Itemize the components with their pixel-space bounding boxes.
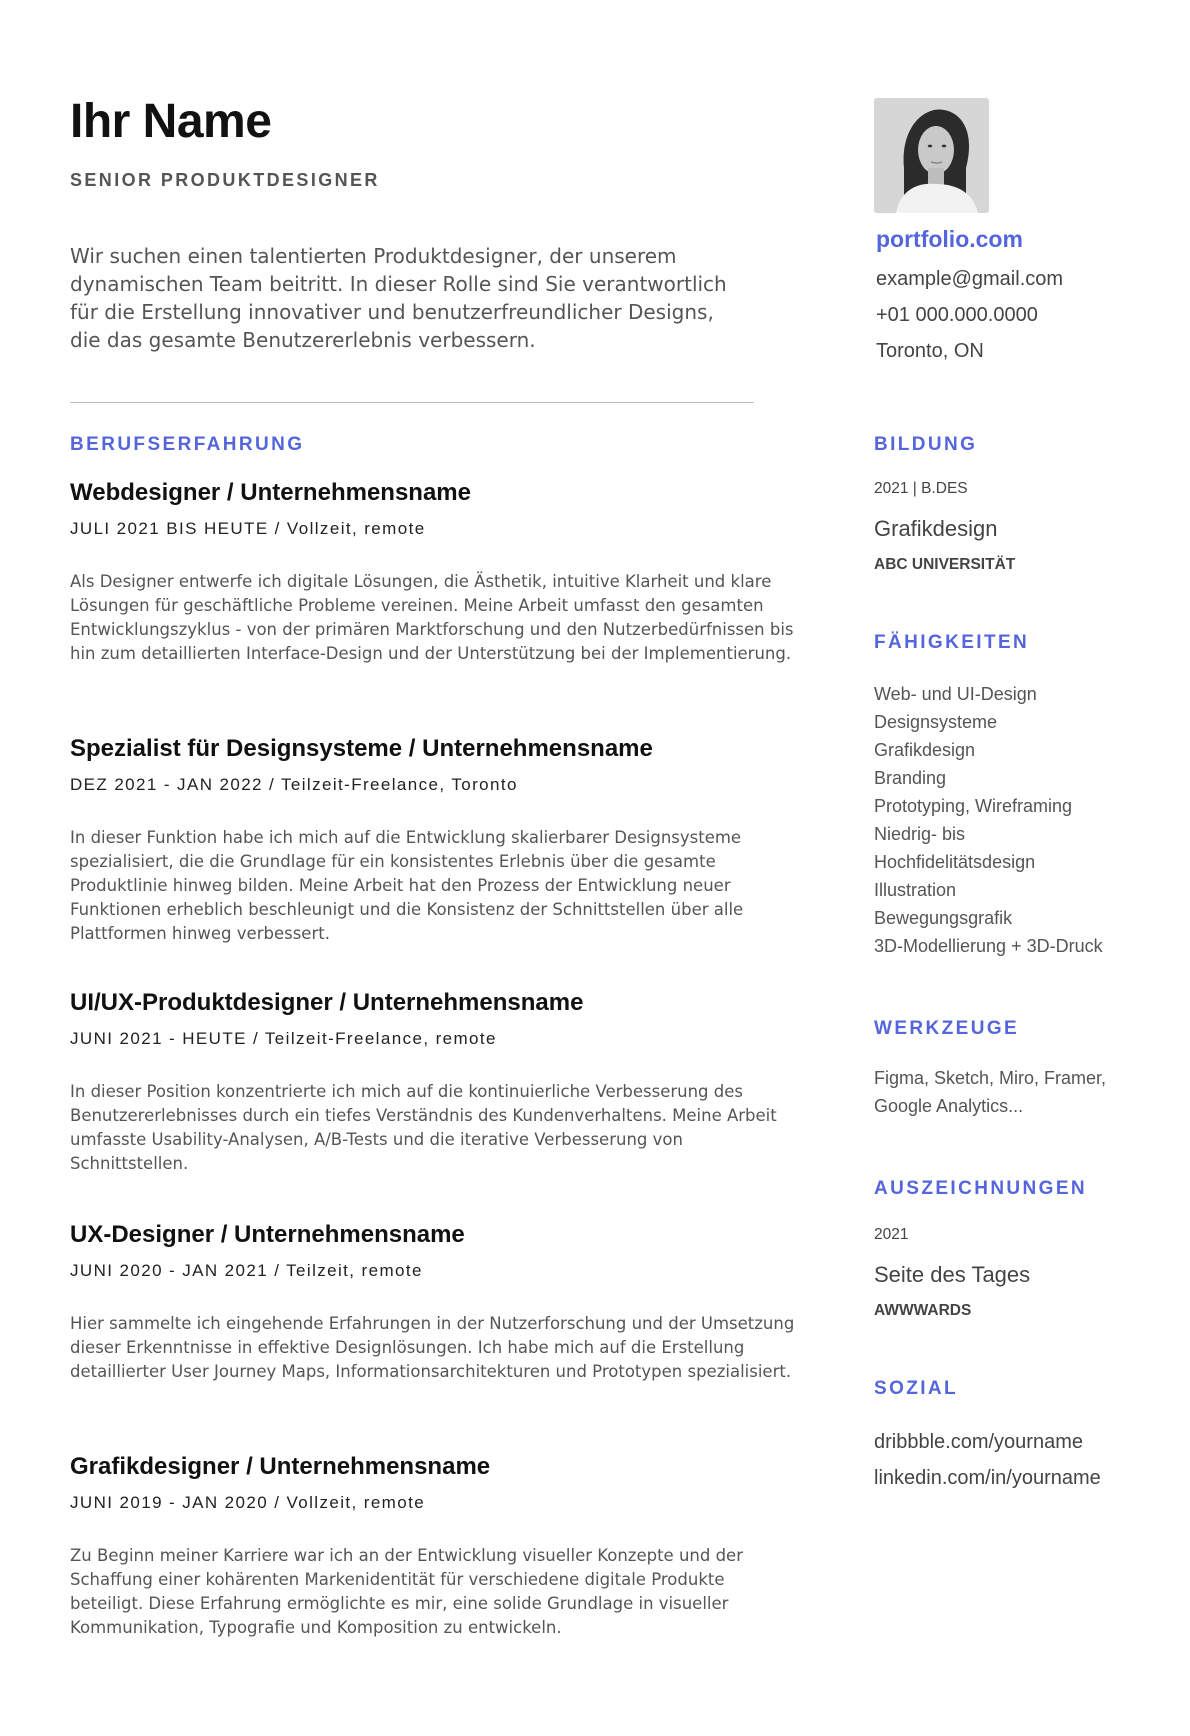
award-title: Seite des Tages	[874, 1262, 1031, 1287]
tools-text: Figma, Sketch, Miro, Framer, Google Analytics...	[874, 1068, 1107, 1116]
skill-item: Designsysteme	[874, 712, 998, 732]
job-title: UX-Designer / Unternehmensname	[70, 1221, 465, 1248]
skill-item: Prototyping, Wireframing	[874, 796, 1073, 816]
job-title: Webdesigner / Unternehmensname	[70, 479, 471, 506]
portfolio-link[interactable]: portfolio.com	[876, 226, 1023, 252]
skill-item: Illustration	[874, 880, 957, 900]
divider	[70, 402, 754, 403]
resume-name: Ihr Name	[70, 95, 272, 148]
location-text: Toronto, ON	[876, 340, 984, 362]
experience-heading: BERUFSERFAHRUNG	[70, 434, 305, 455]
job-title: Spezialist für Designsysteme / Unternehmensname	[70, 735, 653, 762]
job-meta: DEZ 2021 - JAN 2022 / Teilzeit-Freelance, Toronto	[70, 775, 518, 794]
education-heading: BILDUNG	[874, 434, 978, 455]
education-year-degree: 2021 | B.DES	[874, 480, 968, 497]
education-school: ABC UNIVERSITÄT	[874, 556, 1016, 573]
skills-heading: FÄHIGKEITEN	[874, 632, 1030, 653]
job-meta: JUNI 2021 - HEUTE / Teilzeit-Freelance, remote	[70, 1029, 497, 1048]
job-description: Als Designer entwerfe ich digitale Lösungen, die Ästhetik, intuitive Klarheit und klare Lösungen für geschäftliche Probleme vereinen. Meine Arbeit umfasst den gesamten Entwicklungszyklus - von der primären Marktforschung und den Nutzerbedürfnissen bis hin zum detaillierten Interface-Design und der Unterstützung bei der Implementierung.	[70, 572, 794, 663]
job-meta: JUNI 2019 - JAN 2020 / Vollzeit, remote	[70, 1493, 426, 1512]
job-entry	[70, 1452, 800, 1640]
skill-item: Bewegungsgrafik	[874, 908, 1013, 928]
job-meta: JULI 2021 BIS HEUTE / Vollzeit, remote	[70, 519, 426, 538]
social-list	[874, 1424, 1101, 1496]
job-entry	[70, 1220, 800, 1384]
job-entry	[70, 988, 800, 1176]
education-field: Grafikdesign	[874, 516, 998, 541]
skill-item: Hochfidelitätsdesign	[874, 852, 1036, 872]
social-link-linkedin[interactable]: linkedin.com/in/yourname	[874, 1467, 1101, 1489]
job-title: UI/UX-Produktdesigner / Unternehmensname	[70, 989, 584, 1016]
skills-list	[874, 680, 1103, 960]
phone-text: +01 000.000.0000	[876, 304, 1038, 326]
social-heading: SOZIAL	[874, 1378, 959, 1399]
job-meta: JUNI 2020 - JAN 2021 / Teilzeit, remote	[70, 1261, 423, 1280]
tools-heading: WERKZEUGE	[874, 1018, 1020, 1039]
job-entry	[70, 478, 800, 666]
job-entry	[70, 734, 800, 946]
job-description: Hier sammelte ich eingehende Erfahrungen in der Nutzerforschung und der Umsetzung dieser Erkenntnisse in effektive Designlösungen. Ich habe mich auf die Erstellung detaillierter User Journey Maps, Informationsarchitekturen und Prototypen spezialisiert.	[70, 1314, 795, 1381]
social-link-dribbble[interactable]: dribbble.com/yourname	[874, 1431, 1083, 1453]
award-year: 2021	[874, 1226, 909, 1243]
job-title: Grafikdesigner / Unternehmensname	[70, 1453, 491, 1480]
skill-item: Web- und UI-Design	[874, 684, 1037, 704]
skill-item: 3D-Modellierung + 3D-Druck	[874, 936, 1103, 956]
profile-photo-icon	[874, 98, 989, 213]
job-description: Zu Beginn meiner Karriere war ich an der Entwicklung visueller Konzepte und der Schaffung einer kohärenten Markenidentität für verschiedene digitale Produkte beteiligt. Diese Erfahrung ermöglichte es mir, eine solide Grundlage in visueller Kommunikation, Typografie und Komposition zu entwickeln.	[70, 1546, 743, 1637]
skill-item: Grafikdesign	[874, 740, 976, 760]
profile-photo	[874, 98, 989, 213]
job-role: SENIOR PRODUKTDESIGNER	[70, 170, 380, 190]
intro-text: Wir suchen einen talentierten Produktdesigner, der unserem dynamischen Team beitritt. In dieser Rolle sind Sie verantwortlich für die Erstellung innovativer und benutzerfreundlicher Designs, die das gesamte Benutzererlebnis verbessern.	[70, 244, 727, 352]
award-organization: AWWWARDS	[874, 1302, 972, 1319]
job-description: In dieser Position konzentrierte ich mich auf die kontinuierliche Verbesserung des Benutzererlebnisses durch ein tiefes Verständnis des Kundenverhaltens. Meine Arbeit umfasste Usability-Analysen, A/B-Tests und die iterative Verbesserung von Schnittstellen.	[70, 1082, 777, 1173]
job-description: In dieser Funktion habe ich mich auf die Entwicklung skalierbarer Designsysteme spezialisiert, die die Grundlage für ein konsistentes Erlebnis über die gesamte Produktlinie hinweg bilden. Meine Arbeit hat den Prozess der Entwicklung neuer Funktionen erheblich beschleunigt und die Konsistenz der Schnittstellen über alle Plattformen hinweg verbessert.	[70, 828, 744, 943]
email-text[interactable]: example@gmail.com	[876, 268, 1064, 290]
skill-item: Branding	[874, 768, 947, 788]
awards-heading: AUSZEICHNUNGEN	[874, 1178, 1088, 1199]
skill-item: Niedrig- bis	[874, 824, 966, 844]
